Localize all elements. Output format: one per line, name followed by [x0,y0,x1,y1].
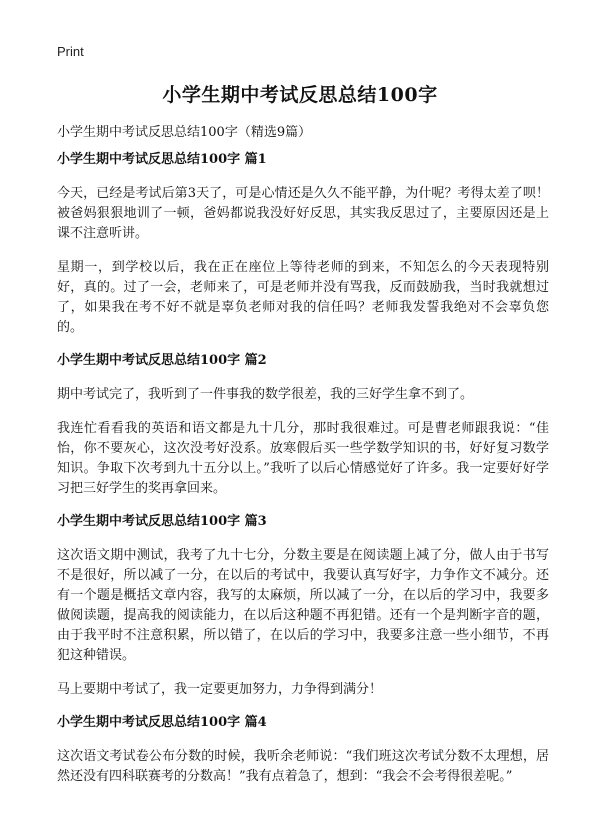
section-heading: 小学生期中考试反思总结100字 篇1 [57,152,267,167]
section-heading: 小学生期中考试反思总结100字 篇3 [57,514,267,529]
print-link[interactable]: Print [57,44,84,59]
section-1 [57,151,549,338]
page-title: 小学生期中考试反思总结100字 [162,84,438,106]
paragraph: 我连忙看看我的英语和语文都是九十几分，那时我很难过。可是曹老师跟我说：“佳怡，你不要灰心，这次没考好没系。放寒假后买一些学数学知识的书，好好复习数学知识。争取下次考到九十五分以上。”我听了以后心情感觉好了许多。我一定要好好学习把三好学生的奖再拿回来。 [57,421,549,496]
section-2 [57,352,549,499]
section-heading: 小学生期中考试反思总结100字 篇4 [57,715,267,730]
paragraph: 这次语文考试卷公布分数的时候，我听余老师说：“我们班这次考试分数不太理想，居然还没有四科联赛考的分数高！”我有点着急了，想到：“我会不会考得很差呢。” [57,749,549,784]
paragraph: 马上要期中考试了，我一定要更加努力，力争得到满分！ [57,682,383,697]
article-body [57,151,549,801]
page-subtitle: 小学生期中考试反思总结100字（精选9篇） [57,125,312,140]
paragraph: 这次语文期中测试，我考了九十七分，分数主要是在阅读题上减了分，做人由于书写不是很好，所以减了一分，在以后的考试中，我要认真写好字，力争作文不减分。还有一个题是概括文章内容，我写的太麻烦，所以减了一分，在以后的学习中，我要多做阅读题，提高我的阅读能力，在以后这种题不再犯错。还有一个是判断字音的题，由于我平时不注意积累，所以错了，在以后的学习中，我要多注意一些小细节，不再犯这种错误。 [57,548,549,663]
section-3 [57,513,549,700]
paragraph: 期中考试完了，我听到了一件事我的数学很差，我的三好学生拿不到了。 [57,387,474,402]
paragraph: 今天，已经是考试后第3天了，可是心情还是久久不能平静，为什呢？考得太差了呗！被爸妈狠狠地训了一顿，爸妈都说我没好好反思，其实我反思过了，主要原因还是上课不注意听讲。 [57,186,549,241]
section-heading: 小学生期中考试反思总结100字 篇2 [57,353,267,368]
paragraph: 星期一，到学校以后，我在正在座位上等待老师的到来，不知怎么的今天表现特别好，真的。过了一会，老师来了，可是老师并没有骂我，反而鼓励我，当时我就想过了，如果我在考不好不就是辜负老师对我的信任吗？老师我发誓我绝对不会辜负您的。 [57,260,549,335]
section-4 [57,714,549,787]
